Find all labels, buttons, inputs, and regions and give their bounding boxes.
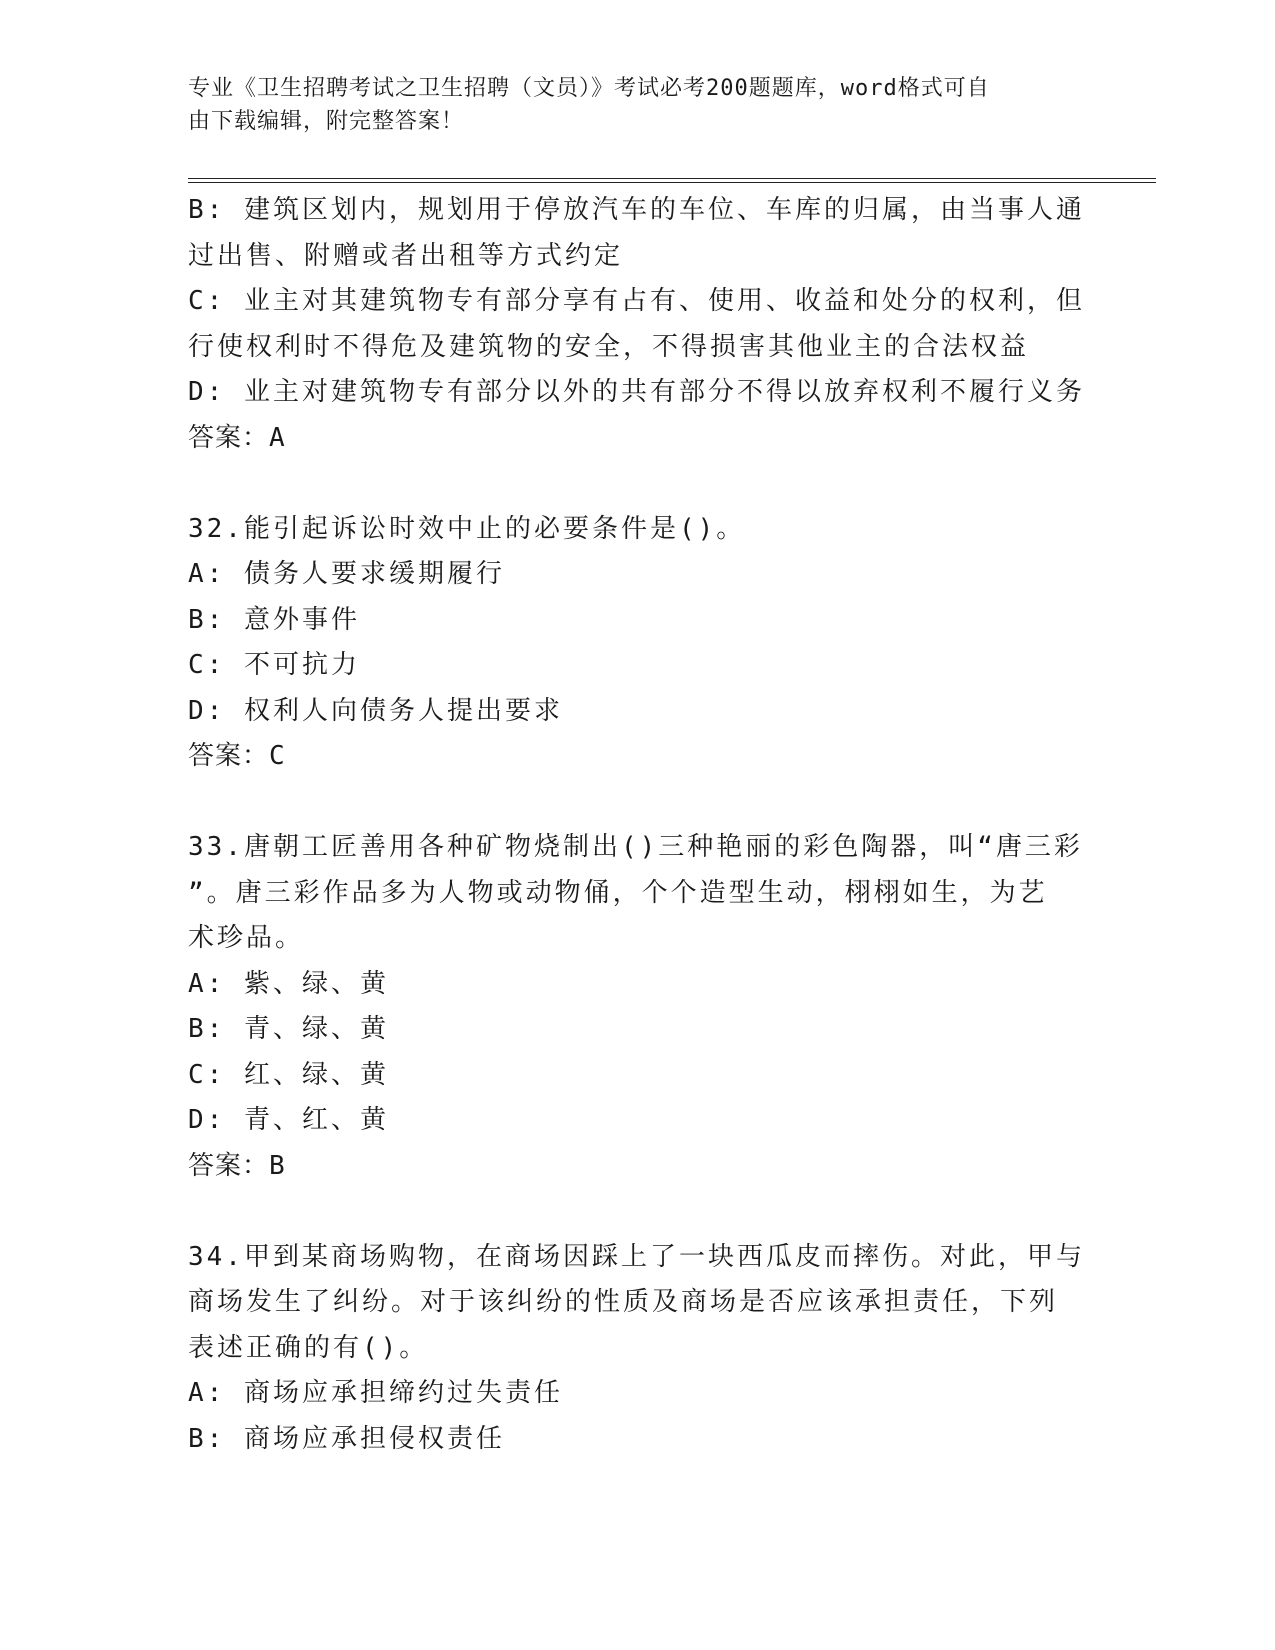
question-32 — [188, 507, 1088, 780]
option-c: C: 不可抗力 — [188, 650, 360, 680]
document-header — [188, 72, 1068, 138]
option-d: D: 权利人向债务人提出要求 — [188, 695, 563, 726]
answer-value: A — [269, 422, 286, 453]
question-31-tail — [188, 188, 1088, 461]
option-b: B: 商场应承担侵权责任 — [188, 1423, 505, 1454]
option-d: D: 青、红、黄 — [188, 1105, 389, 1135]
option-b: B: 意外事件 — [188, 604, 360, 635]
option-b-continued: 过出售、附赠或者出租等方式约定 — [188, 240, 624, 271]
option-b: B: 建筑区划内，规划用于停放汽车的车位、车库的归属，由当事人通 — [188, 195, 1085, 225]
option-a: A: 债务人要求缓期履行 — [188, 559, 505, 589]
question-stem: 33.唐朝工匠善用各种矿物烧制出()三种艳丽的彩色陶器，叫“唐三彩 — [188, 832, 1083, 862]
header-title-line-2: 由下载编辑，附完整答案！ — [188, 109, 465, 134]
question-stem-continued: 表述正确的有()。 — [188, 1332, 429, 1363]
question-33 — [188, 825, 1088, 1189]
question-34 — [188, 1235, 1088, 1463]
answer-label: 答案： — [188, 422, 270, 453]
answer-label: 答案： — [188, 741, 270, 771]
question-stem-continued: ”。唐三彩作品多为人物或动物俑，个个造型生动，栩栩如生，为艺 — [188, 877, 1048, 908]
question-list — [188, 188, 1088, 1462]
header-divider-bottom — [188, 182, 1156, 183]
question-stem-continued: 术珍品。 — [188, 923, 305, 953]
option-b: B: 青、绿、黄 — [188, 1014, 389, 1044]
answer-value: B — [269, 1150, 286, 1181]
option-a: A: 紫、绿、黄 — [188, 968, 389, 999]
question-spacer — [188, 461, 1088, 507]
option-d: D: 业主对建筑物专有部分以外的共有部分不得以放弃权利不履行义务 — [188, 377, 1085, 407]
question-stem-continued: 商场发生了纠纷。对于该纠纷的性质及商场是否应该承担责任，下列 — [188, 1287, 1059, 1317]
answer-value: C — [269, 741, 286, 771]
question-stem: 34.甲到某商场购物，在商场因踩上了一块西瓜皮而摔伤。对此，甲与 — [188, 1241, 1085, 1272]
option-c: C: 红、绿、黄 — [188, 1059, 389, 1090]
question-spacer — [188, 780, 1088, 826]
answer-line — [188, 734, 1088, 780]
answer-line — [188, 416, 1088, 462]
question-spacer — [188, 1189, 1088, 1235]
header-divider-top — [188, 178, 1156, 179]
question-stem: 32.能引起诉讼时效中止的必要条件是()。 — [188, 513, 746, 544]
option-c: C: 业主对其建筑物专有部分享有占有、使用、收益和处分的权利，但 — [188, 286, 1085, 316]
option-c-continued: 行使权利时不得危及建筑物的安全，不得损害其他业主的合法权益 — [188, 331, 1030, 362]
option-a: A: 商场应承担缔约过失责任 — [188, 1378, 563, 1408]
answer-line — [188, 1144, 1088, 1190]
header-title-line-1: 专业《卫生招聘考试之卫生招聘（文员）》考试必考200题题库，word格式可自 — [188, 76, 990, 101]
answer-label: 答案： — [188, 1150, 270, 1181]
